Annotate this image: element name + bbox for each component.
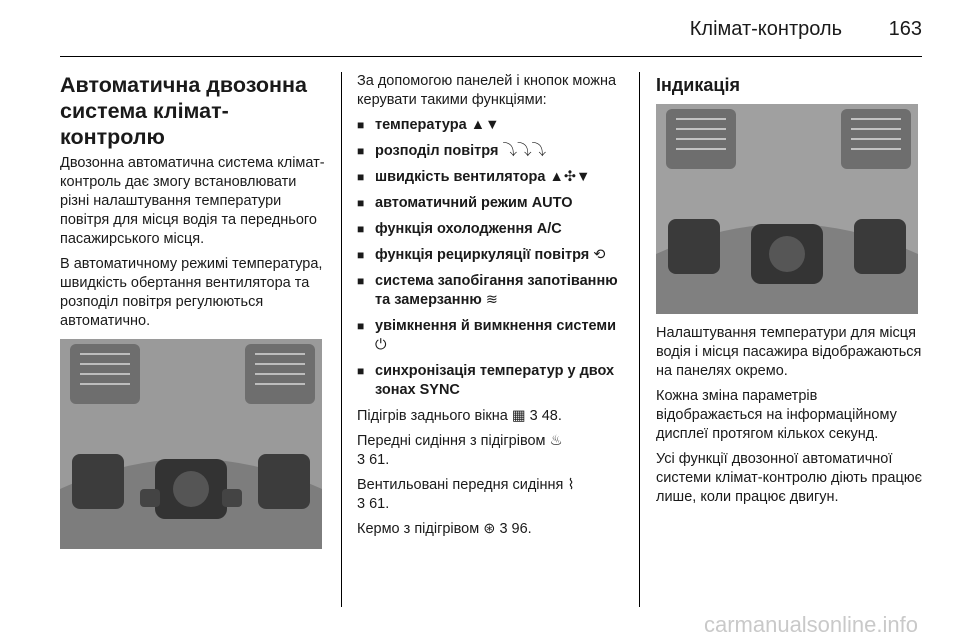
climate-display-photo (656, 104, 918, 314)
paragraph: Кожна зміна параметрів відображається на інформаційному дисплеї протягом кількох секунд. (656, 388, 897, 442)
function-list (357, 116, 629, 400)
list-item: ■ система запобігання запотіванню та замерзанню ≋ (357, 272, 629, 310)
steering-wheel-icon: ⊛ (483, 521, 496, 537)
list-item: ■ швидкість вентилятора ▲✣▼ (357, 168, 629, 187)
column-2 (357, 72, 629, 545)
column-3 (656, 72, 924, 513)
list-item: ■ увімкнення й вимкнення системи ⏻ (357, 317, 629, 355)
list-item: ■ синхронізація температур у двох зонах SYNC (357, 362, 629, 400)
watermark: carmanualsonline.info (703, 612, 918, 637)
intro-text: За допомогою панелей і кнопок можна керувати такими функціями: (357, 73, 617, 108)
power-icon: ⏻ (375, 337, 387, 353)
seat-heat-icon: ♨ (549, 433, 563, 449)
list-item: ■ функція охолодження A/C (357, 220, 629, 239)
paragraph: Налаштування температури для місця водія і місця пасажира відображаються на панелях окремо. (656, 325, 922, 379)
paragraph: Вентильовані передня сидіння ⌇ 3 61. (357, 477, 575, 512)
paragraph: Кермо з підігрівом ⊛ 3 96. (357, 521, 532, 537)
paragraph: Передні сидіння з підігрівом ♨ 3 61. (357, 433, 563, 468)
paragraph: Двозонна автоматична система клімат-контроль дає змогу встановлювати різні налаштування температури повітря для місця водія та переднього пасажирського місця. (60, 155, 325, 247)
seat-vent-icon: ⌇ (567, 477, 575, 493)
header-title: Клімат-контроль (689, 18, 842, 40)
recirculation-icon: ⟲ (593, 247, 606, 263)
section-heading: Автоматична двозонна система клімат-контролю (60, 73, 307, 149)
fan-icon: ✣▼ (563, 169, 591, 185)
list-item: ■ функція рециркуляції повітря ⟲ (357, 246, 629, 265)
list-item: ■ температура ▲▼ (357, 116, 629, 135)
air-distribution-icon: ⤵⤵⤵ (502, 143, 546, 159)
paragraph: Підігрів заднього вікна ▦ 3 48. (357, 408, 562, 424)
defrost-icon: ≋ (485, 292, 498, 308)
column-divider-2 (639, 72, 640, 607)
page-number: 163 (888, 18, 922, 40)
paragraph: В автоматичному режимі температура, швидкість обертання вентилятора та розподіл повітря регулюються автоматично. (60, 256, 323, 329)
rear-window-heat-icon: ▦ (511, 408, 526, 424)
paragraph: Усі функції двозонної автоматичної системи клімат-контролю діють працює лише, коли працює двигун. (656, 451, 923, 505)
column-1 (60, 72, 328, 559)
climate-panel-photo (60, 339, 322, 549)
header-rule (60, 56, 922, 57)
list-item: ■ автоматичний режим AUTO (357, 194, 629, 213)
section-heading: Індикація (656, 75, 740, 95)
column-divider-1 (341, 72, 342, 607)
list-item: ■ розподіл повітря ⤵⤵⤵ (357, 142, 629, 161)
